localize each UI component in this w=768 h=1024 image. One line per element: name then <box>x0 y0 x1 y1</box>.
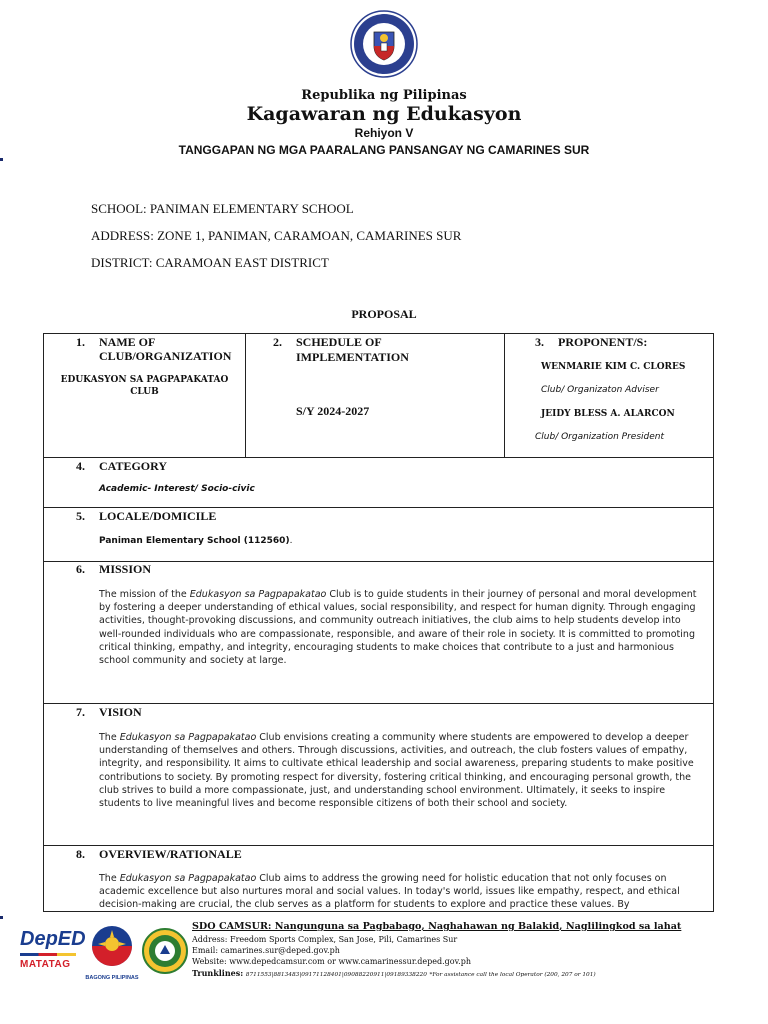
footer-tagline: SDO CAMSUR: Nangunguna sa Pagbabago, Naghahawan ng Balakid, Naglilingkod sa lahat <box>192 921 682 932</box>
mission-pre: The mission of the <box>99 589 190 600</box>
proponent-2-role: Club/ Organization President <box>535 432 664 442</box>
section-8-heading: OVERVIEW/RATIONALE <box>99 847 242 861</box>
overview-text <box>99 872 705 912</box>
republic-heading: Republika ng Pilipinas <box>301 88 467 103</box>
proponent-2-name: JEIDY BLESS A. ALARCON <box>541 409 675 419</box>
vision-post: Club envisions creating a community where students are empowered to develop a deeper understanding of themselves and others. Through discussions, activities, and outreach, the club fosters values of empathy, integrity, and responsibility. It aims to cultivate ethical leadership and social awareness, preparing students to make positive contributions to society. By promoting respect for diversity, fostering critical thinking, and encouraging personal growth, the club strives to build a more compassionate, just, and understanding school environment. Ultimately, it seeks to inspire students to live meaningful lives and become responsible citizens of both their school and society. <box>99 732 694 810</box>
section-1-cell <box>43 333 246 458</box>
vision-pre: The <box>99 732 120 743</box>
deped-matatag-logo <box>20 928 86 978</box>
section-4-number: 4. <box>76 459 85 473</box>
deped-logo-text: DepED <box>20 928 86 950</box>
section-3-cell <box>504 333 714 458</box>
department-heading: Kagawaran ng Edukasyon <box>246 103 522 125</box>
mission-club-name: Edukasyon sa Pagpapakatao <box>189 589 327 600</box>
trunklines-value: 8711553|8813483|09171128401|09088220911|09189338220 <box>245 972 427 978</box>
page-edge-mark-top <box>0 158 3 161</box>
section-7-cell <box>43 703 714 846</box>
footer-address: Address: Freedom Sports Complex, San Jose, Pili, Camarines Sur <box>192 935 458 944</box>
bagong-pilipinas-text: BAGONG PILIPINAS <box>85 975 139 981</box>
section-8-number: 8. <box>76 847 85 861</box>
section-6-cell <box>43 561 714 704</box>
section-6-heading: MISSION <box>99 562 152 576</box>
overview-club-name: Edukasyon sa Pagpapakatao <box>119 873 257 884</box>
matatag-logo-text: MATATAG <box>20 959 71 970</box>
address-line: ADDRESS: ZONE 1, PANIMAN, CARAMOAN, CAMARINES SUR <box>91 228 462 243</box>
section-2-heading-line1: SCHEDULE OF <box>296 335 382 349</box>
bagong-pilipinas-logo <box>84 924 140 982</box>
office-heading: TANGGAPAN NG MGA PAARALANG PANSANGAY NG CAMARINES SUR <box>178 143 590 157</box>
mission-text <box>99 588 705 667</box>
overview-post: Club aims to address the growing need for holistic education that not only focuses on academic excellence but also nurtures moral and social values. In today's world, issues like empathy, respect, and ethical decision-making are crucial, the club serves as a platform for students to explore and practice these values. By <box>99 873 680 911</box>
school-line: SCHOOL: PANIMAN ELEMENTARY SCHOOL <box>91 201 354 216</box>
deped-seal-logo <box>350 10 418 78</box>
section-4-cell <box>43 457 714 508</box>
section-5-number: 5. <box>76 509 85 523</box>
document-title: PROPOSAL <box>351 307 417 321</box>
category-value: Academic- Interest/ Socio-civic <box>99 484 255 494</box>
district-line: DISTRICT: CARAMOAN EAST DISTRICT <box>91 255 329 270</box>
section-3-number: 3. <box>535 335 544 349</box>
locale-value: Paniman Elementary School (112560) <box>99 536 290 546</box>
section-4-heading: CATEGORY <box>99 459 168 473</box>
club-name-line1: EDUKASYON SA PAGPAPAKATAO <box>60 375 229 385</box>
trunklines-label: Trunklines: <box>192 968 244 978</box>
overview-pre: The <box>99 873 120 884</box>
vision-club-name: Edukasyon sa Pagpapakatao <box>119 732 257 743</box>
section-2-heading-line2: IMPLEMENTATION <box>296 350 409 364</box>
mission-post: Club is to guide students in their journey of personal and moral development by fostering a deeper understanding of ethical values, social responsibility, and respect for human dignity. Through engaging activities, thought-provoking discussions, and community outreach initiatives, the club aims to help students develop into well-rounded individuals who are compassionate, responsible, and aware of their role in society. It is committed to promoting critical thinking, empathy, and integrity, encouraging students to make choices that contribute to a just and harmonious school community and society at large. <box>99 589 697 667</box>
section-8-cell <box>43 845 714 912</box>
section-2-cell <box>245 333 505 458</box>
section-6-number: 6. <box>76 562 85 576</box>
section-1-number: 1. <box>76 335 85 349</box>
region-heading: Rehiyon V <box>354 126 414 140</box>
footer-website: Website: www.depedcamsur.com or www.camarinessur.deped.gov.ph <box>192 957 471 966</box>
locale-line <box>99 536 292 546</box>
footer-email: Email: camarines.sur@deped.gov.ph <box>192 946 340 955</box>
proponent-1-name: WENMARIE KIM C. CLORES <box>541 362 686 372</box>
section-1-heading-line2: CLUB/ORGANIZATION <box>99 349 232 363</box>
section-5-cell <box>43 507 714 562</box>
schedule-value: S/Y 2024-2027 <box>296 404 370 418</box>
section-3-heading: PROPONENT/S: <box>558 335 648 349</box>
matatag-stripe <box>20 953 76 956</box>
footer-trunklines <box>192 968 596 978</box>
section-5-heading: LOCALE/DOMICILE <box>99 509 217 523</box>
section-2-number: 2. <box>273 335 282 349</box>
sdo-camsur-logo <box>142 924 188 978</box>
section-7-heading: VISION <box>99 705 142 719</box>
trunklines-note: *For assistance call the local Operator (200, 207 or 101) <box>429 972 596 978</box>
section-7-number: 7. <box>76 705 85 719</box>
section-1-heading-line1: NAME OF <box>99 335 156 349</box>
club-name-line2: CLUB <box>130 387 159 397</box>
vision-text <box>99 731 709 810</box>
proponent-1-role: Club/ Organizaton Adviser <box>541 385 659 395</box>
locale-period: . <box>289 536 293 546</box>
page-edge-mark-bottom <box>0 916 3 919</box>
